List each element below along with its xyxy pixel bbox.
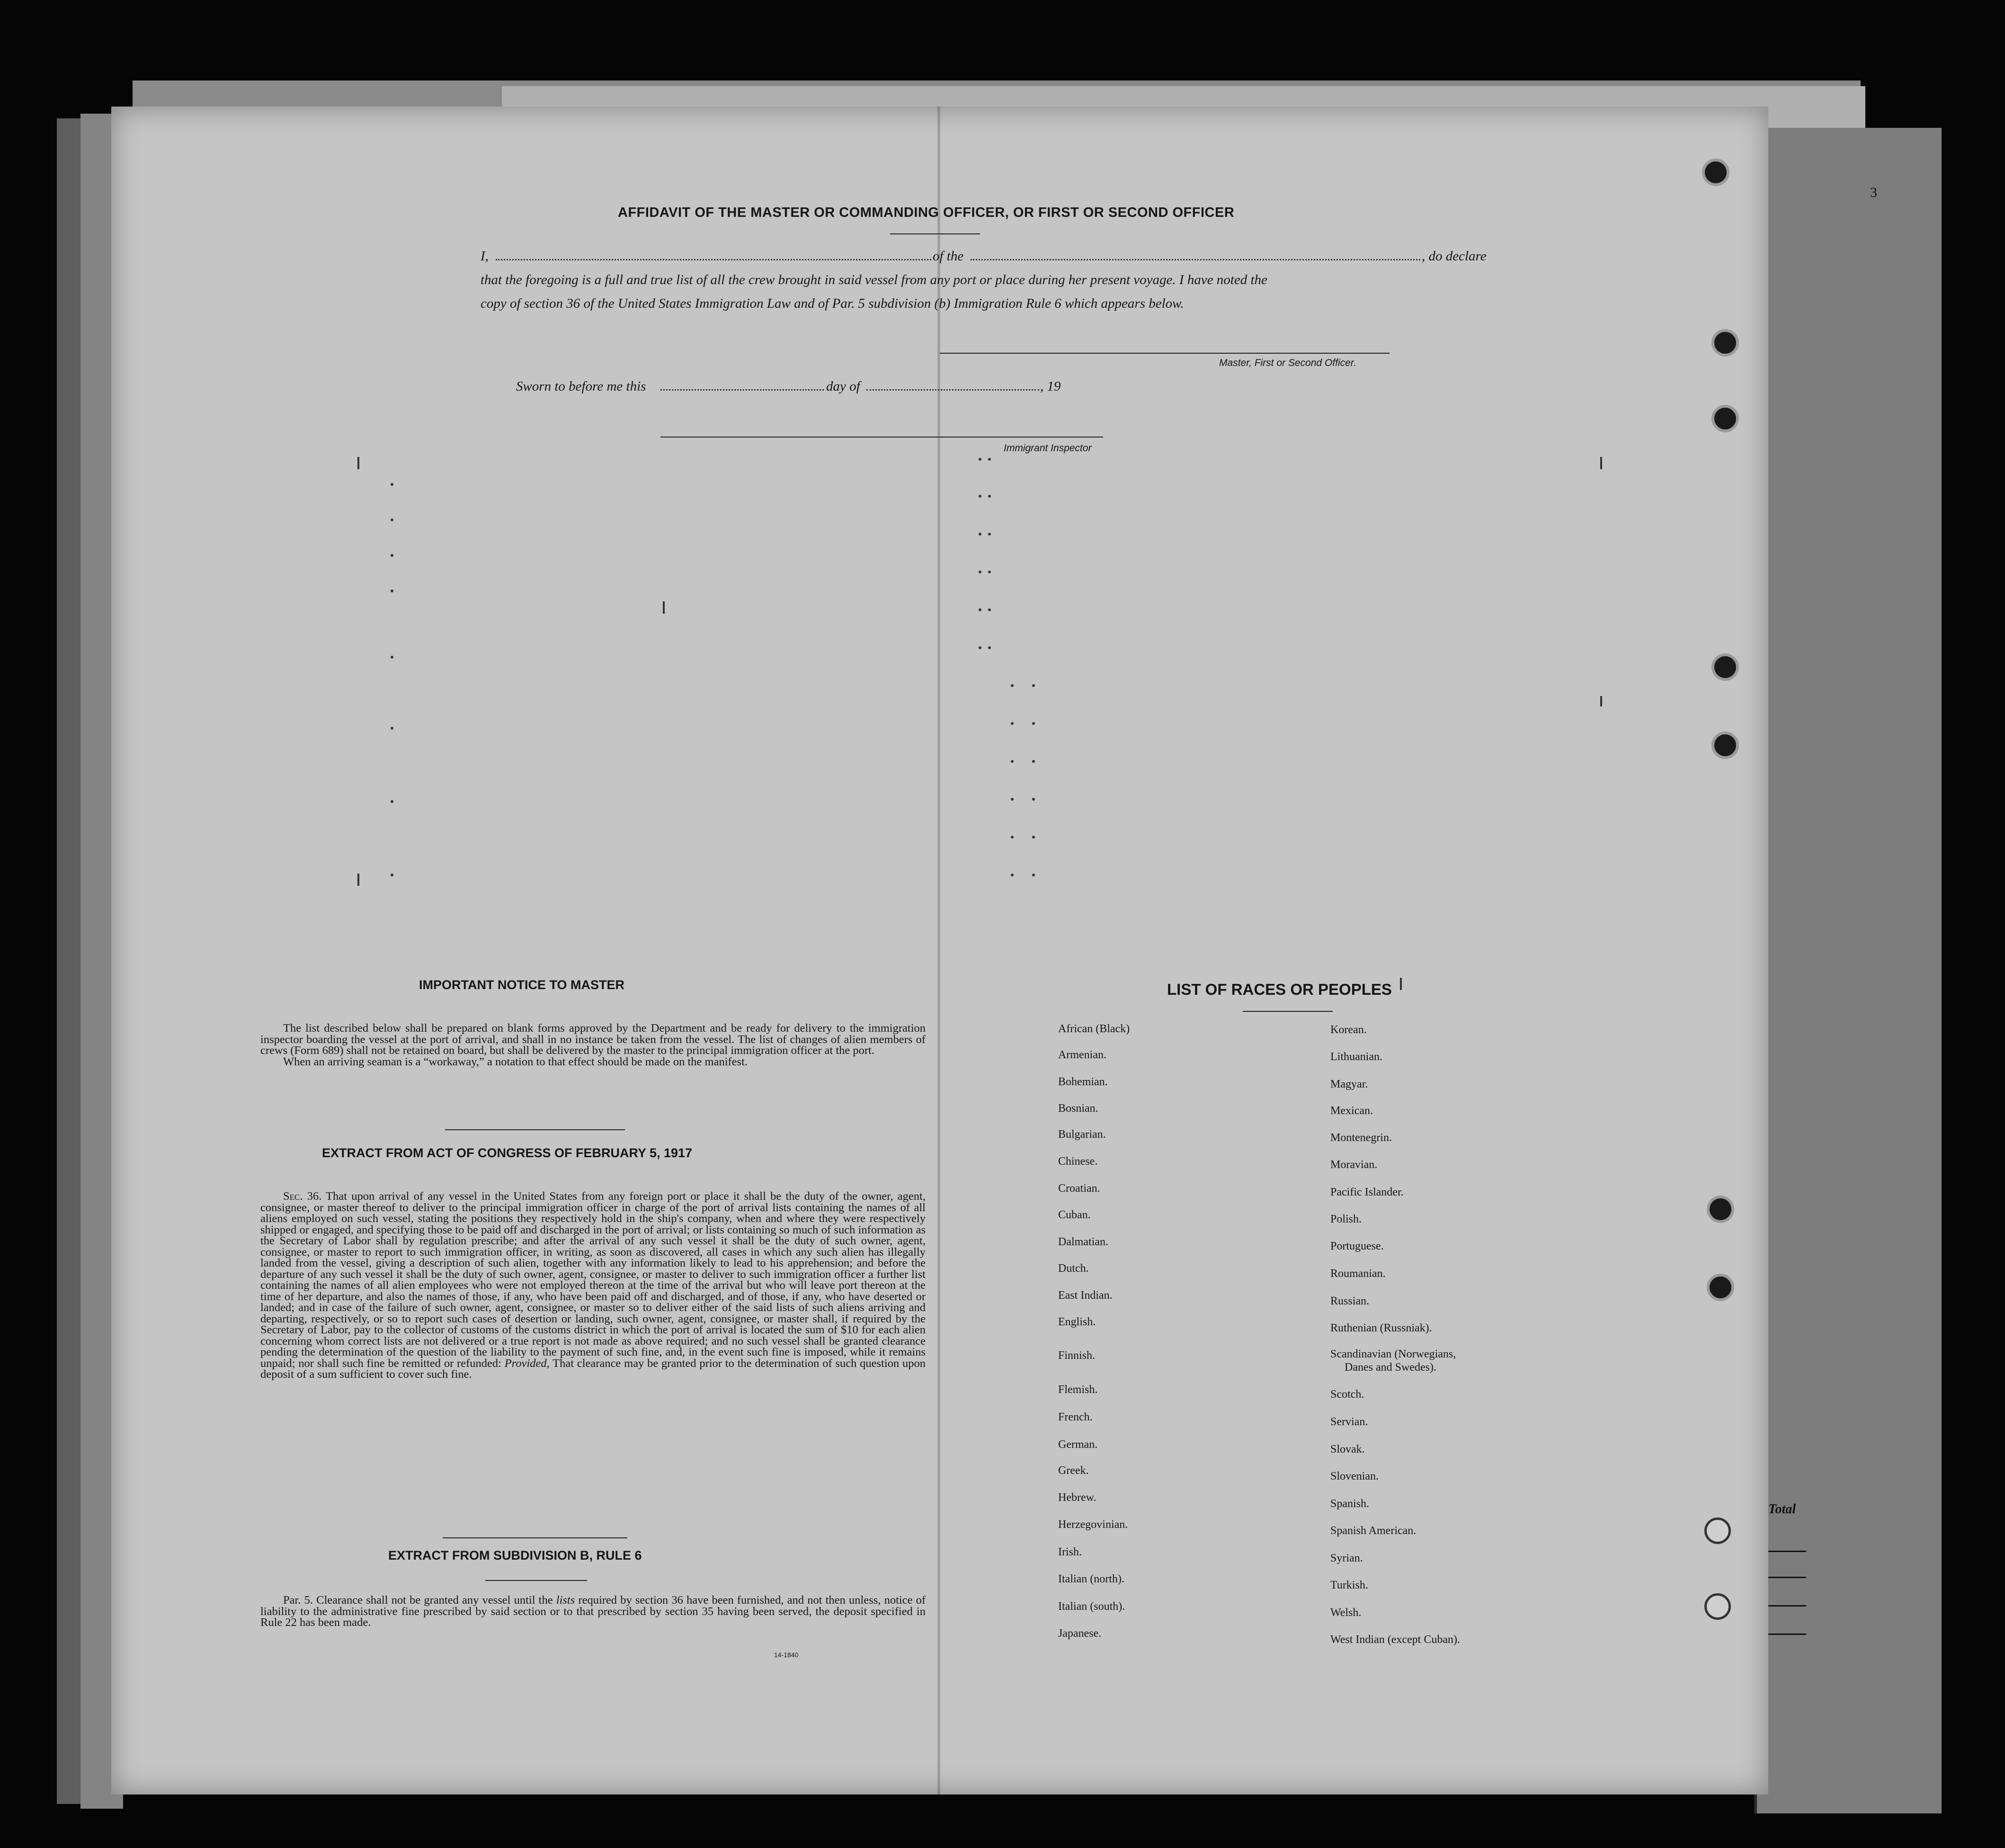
center-fold <box>937 107 940 1794</box>
notice-divider <box>445 1129 625 1130</box>
affidavit-declare: , do declare <box>1422 249 1487 264</box>
binder-hole <box>1707 1196 1734 1223</box>
binder-hole <box>1711 732 1739 759</box>
race-item: Dutch. <box>1058 1262 1089 1275</box>
race-item: Slovak. <box>1330 1443 1365 1455</box>
total-line <box>1768 1577 1806 1578</box>
total-line <box>1768 1551 1806 1552</box>
act-body <box>260 1191 926 1380</box>
race-item: West Indian (except Cuban). <box>1330 1634 1460 1646</box>
affidavit-line2: that the foregoing is a full and true list of all the crew brought in said vessel from any port or place during her present voyage. I have noted the <box>481 272 1267 287</box>
total-label: Total <box>1768 1502 1796 1517</box>
vessel-blank <box>971 259 1420 260</box>
binder-hole <box>1704 1593 1731 1620</box>
race-item: Mexican. <box>1330 1105 1373 1117</box>
race-item: Welsh. <box>1330 1607 1362 1619</box>
race-item: Pacific Islander. <box>1330 1186 1404 1198</box>
sec-label: Sec. 36. <box>283 1190 322 1203</box>
races-title: LIST OF RACES OR PEOPLES <box>1167 981 1392 998</box>
affidavit-title: AFFIDAVIT OF THE MASTER OR COMMANDING OFFICER, OR FIRST OR SECOND OFFICER <box>618 205 1235 220</box>
race-item: Hebrew. <box>1058 1491 1096 1504</box>
race-item: Bohemian. <box>1058 1076 1108 1088</box>
race-item: Flemish. <box>1058 1384 1098 1396</box>
provided-word: Provided, <box>504 1357 550 1370</box>
binder-hole <box>1702 159 1729 186</box>
notice-para1: The list described below shall be prepared on blank forms approved by the Department and be ready for delivery to the immigration inspector boarding the vessel at the port of arrival, and shall in no instance be taken from the vessel. The list of changes of alien members of crews (Form 689) shall not be retained on board, but shall be delivered by the master to the principal immigration officer at the port. <box>260 1022 926 1057</box>
title-underline <box>890 233 980 234</box>
race-item: German. <box>1058 1438 1098 1451</box>
act-text-end: That clearance may be granted prior to the determination of such question upon deposit of a sum sufficient to cover such fine. <box>260 1357 926 1381</box>
rule-title: EXTRACT FROM SUBDIVISION B, RULE 6 <box>388 1548 642 1562</box>
notice-body <box>260 1023 926 1067</box>
race-item: Chinese. <box>1058 1155 1098 1168</box>
race-item: Polish. <box>1330 1213 1362 1225</box>
race-item: Italian (north). <box>1058 1573 1124 1585</box>
manifest-page <box>111 107 1768 1794</box>
race-item: Croatian. <box>1058 1182 1100 1195</box>
race-item: Montenegrin. <box>1330 1132 1392 1144</box>
rule-divider <box>485 1580 587 1581</box>
rule-text-a: Par. 5. Clearance shall not be granted any vessel until the <box>283 1594 553 1607</box>
race-item: African (Black) <box>1058 1023 1130 1035</box>
race-item: Magyar. <box>1330 1078 1368 1090</box>
race-item: Irish. <box>1058 1546 1082 1558</box>
form-number: 14-1840 <box>774 1651 799 1659</box>
race-item: Slovenian. <box>1330 1470 1379 1482</box>
race-item: East Indian. <box>1058 1289 1113 1302</box>
race-item: Herzegovinian. <box>1058 1518 1128 1531</box>
sworn-month-blank <box>866 389 1039 391</box>
sworn-day-of: day of <box>826 379 860 394</box>
affidavit-line3: copy of section 36 of the United States Immigration Law and of Par. 5 subdivision (b) Immigration Rule 6 which appears below. <box>481 296 1184 311</box>
rule-body <box>260 1595 926 1628</box>
race-item: Ruthenian (Russniak). <box>1330 1322 1432 1334</box>
index-tab-page <box>1754 128 1942 1813</box>
race-item: Korean. <box>1330 1024 1367 1036</box>
race-item: Syrian. <box>1330 1552 1363 1564</box>
inspector-caption: Immigrant Inspector <box>1004 443 1092 454</box>
race-item: Spanish American. <box>1330 1525 1417 1537</box>
name-blank <box>496 259 931 260</box>
binder-hole <box>1707 1274 1734 1301</box>
signature-caption: Master, First or Second Officer. <box>1219 357 1356 368</box>
race-item: Finnish. <box>1058 1349 1096 1362</box>
total-line <box>1768 1634 1806 1635</box>
binder-hole <box>1704 1518 1731 1544</box>
race-item: Roumanian. <box>1330 1268 1386 1280</box>
race-item: Danes and Swedes). <box>1345 1361 1436 1374</box>
binder-hole <box>1711 405 1739 432</box>
race-item: English. <box>1058 1316 1096 1328</box>
race-item: Portuguese. <box>1330 1240 1384 1252</box>
race-item: Servian. <box>1330 1416 1368 1428</box>
page-marker: 3 <box>1870 185 1877 200</box>
race-item: Japanese. <box>1058 1627 1102 1640</box>
lists-word: lists <box>556 1594 575 1607</box>
race-item: Scandinavian (Norwegians, <box>1330 1348 1456 1360</box>
binder-hole <box>1711 653 1739 681</box>
notice-para2: When an arriving seaman is a “workaway,” a notation to that effect should be made on the manifest. <box>283 1055 748 1068</box>
act-text: That upon arrival of any vessel in the United States from any foreign port or place it shall be the duty of the owner, agent, consignee, or master thereof to deliver to the principal immigration officer in charge of the port of arrival lists containing the names of all aliens employed on such vessel, stating the positions they respectively hold in the ship's company, when and where they were respectively shipped or engaged, and specifying those to be paid off and discharged in the port of arrival; or lists containing so much of such information as the Secretary of Labor shall by regulation prescribe; and after the arrival of any such vessel it shall be the duty of such owner, agent, consignee, or master to report to such immigration officer, in writing, as soon as discovered, all cases in which any such alien has illegally landed from the vessel, giving a description of such alien, together with any information likely to lead to his apprehension; and before the departure of any such vessel it shall be the duty of such owner, agent, consignee, or master to deliver to such immigration officer a further list containing the names of all alien employees who were not employed thereon at the time of the arrival but who will leave port thereon at the time of her departure, and also the names of those, if any, who have been paid off and discharged, and of those, if any, who have deserted or landed; and in case of the failure of such owner, agent, consignee, or master so to deliver either of the said lists of such aliens arriving and departing, respectively, or so to report such cases of desertion or landing, such owner, agent, consignee, or master shall, if required by the Secretary of Labor, pay to the collector of customs of the customs district in which the port of arrival is located the sum of $10 for each alien concerning whom correct lists are not delivered or a true report is not made as above required; and no such vessel shall be granted clearance pending the determination of the question of the liability to the payment of such fine, and, in the event such fine is imposed, while it remains unpaid; nor shall such fine be remitted or refunded: <box>260 1190 926 1370</box>
race-item: Armenian. <box>1058 1049 1106 1061</box>
signature-line <box>940 353 1390 354</box>
affidavit-i: I, <box>481 249 489 264</box>
rule-text-b: required by section 36 have been furnished, and not then unless, notice of liability to the administrative fine prescribed by said section or to that prescribed by section 35 having been served, the deposit specified in Rule 22 has been made. <box>260 1594 926 1629</box>
binder-hole <box>1711 329 1739 357</box>
race-item: Bosnian. <box>1058 1102 1098 1115</box>
race-item: Russian. <box>1330 1295 1370 1307</box>
race-item: Dalmatian. <box>1058 1236 1108 1248</box>
sworn-day-blank <box>660 389 824 391</box>
races-underline <box>1243 1011 1333 1012</box>
race-item: Turkish. <box>1330 1579 1368 1591</box>
total-line <box>1768 1605 1806 1607</box>
race-item: Scotch. <box>1330 1388 1364 1401</box>
race-item: Bulgarian. <box>1058 1128 1106 1141</box>
race-item: French. <box>1058 1411 1093 1423</box>
sworn-prefix: Sworn to before me this <box>516 379 646 394</box>
affidavit-of-the: of the <box>933 249 964 264</box>
race-item: Lithuanian. <box>1330 1051 1382 1063</box>
race-item: Spanish. <box>1330 1498 1370 1510</box>
race-item: Greek. <box>1058 1464 1089 1477</box>
act-title: EXTRACT FROM ACT OF CONGRESS OF FEBRUARY 5, 1917 <box>322 1146 693 1160</box>
race-item: Moravian. <box>1330 1159 1378 1171</box>
sworn-year: , 19 <box>1040 379 1061 394</box>
notice-title: IMPORTANT NOTICE TO MASTER <box>419 978 624 992</box>
act-divider <box>443 1537 627 1538</box>
race-item: Cuban. <box>1058 1209 1091 1221</box>
race-item: Italian (south). <box>1058 1600 1125 1613</box>
